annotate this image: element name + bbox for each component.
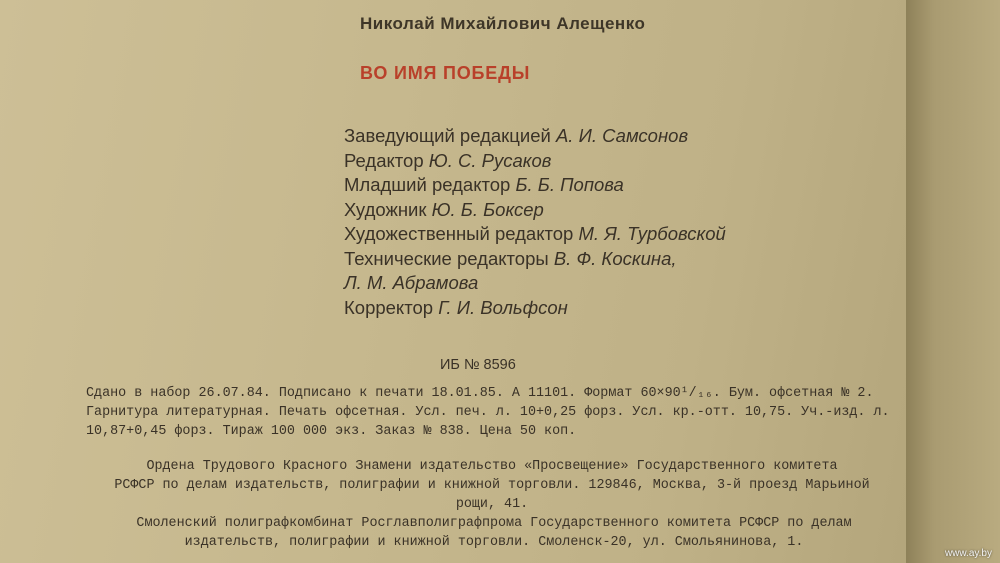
credit-row [344,247,726,272]
credit-person: В. Ф. Коскина, [553,247,677,269]
watermark: www.ay.by [944,548,992,559]
credit-row [344,149,726,174]
imprint-line: 10,87+0,45 форз. Тираж 100 000 экз. Заказ № 838. Цена 50 коп. [86,424,577,439]
credit-row [344,296,726,321]
imprint-line: Сдано в набор 26.07.84. Подписано к печати 18.01.85. А 11101. Формат 60×90¹/₁₆. Бум. офсетная № 2. [86,386,874,401]
credit-person: Б. Б. Попова [515,174,624,195]
credit-row [344,271,726,296]
imprint-line: Гарнитура литературная. Печать офсетная. Усл. печ. л. 10+0,25 форз. Усл. кр.-отт. 10,75. Уч.-изд. л. [86,405,890,420]
credit-person: Ю. Б. Боксер [431,198,544,220]
credit-person: Л. М. Абрамова [344,272,479,293]
credit-person: Ю. С. Русаков [428,149,552,171]
credit-row [344,173,726,198]
credit-person: Г. И. Вольфсон [438,296,568,318]
credits-list [344,124,726,320]
ib-number: ИБ № 8596 [440,357,516,373]
credit-role: Корректор [344,296,434,318]
printer-line: Смоленский полиграфкомбинат Росглавполиграфпрома Государственного комитета РСФСР по делам [136,516,852,531]
printer-block [90,514,898,552]
author-name: Николай Михайлович Алещенко [360,14,646,33]
credit-person: А. И. Самсонов [555,125,689,146]
credit-role: Заведующий редакцией [344,125,551,146]
publisher-block [88,457,896,514]
adjacent-page-edge [906,0,1000,563]
printer-line: издательств, полиграфии и книжной торговли. Смоленск-20, ул. Смольянинова, 1. [184,535,804,550]
publisher-line: РСФСР по делам издательств, полиграфии и книжной торговли. 129846, Москва, 3-й проезд Марьиной [114,478,870,493]
credit-role: Технические редакторы [344,247,549,269]
imprint-block [86,384,898,441]
credit-role: Редактор [344,149,424,171]
publisher-line: Ордена Трудового Красного Знамени издательство «Просвещение» Государственного комитета [146,459,838,474]
credit-row [344,124,726,149]
credit-person: М. Я. Турбовской [578,223,726,244]
publisher-line: рощи, 41. [455,497,529,512]
credit-role: Художественный редактор [344,223,574,244]
credit-row [344,198,726,223]
credit-role: Художник [344,198,427,220]
credit-role: Младший редактор [344,174,511,195]
book-title: ВО ИМЯ ПОБЕДЫ [360,63,531,83]
credit-row [344,222,726,247]
